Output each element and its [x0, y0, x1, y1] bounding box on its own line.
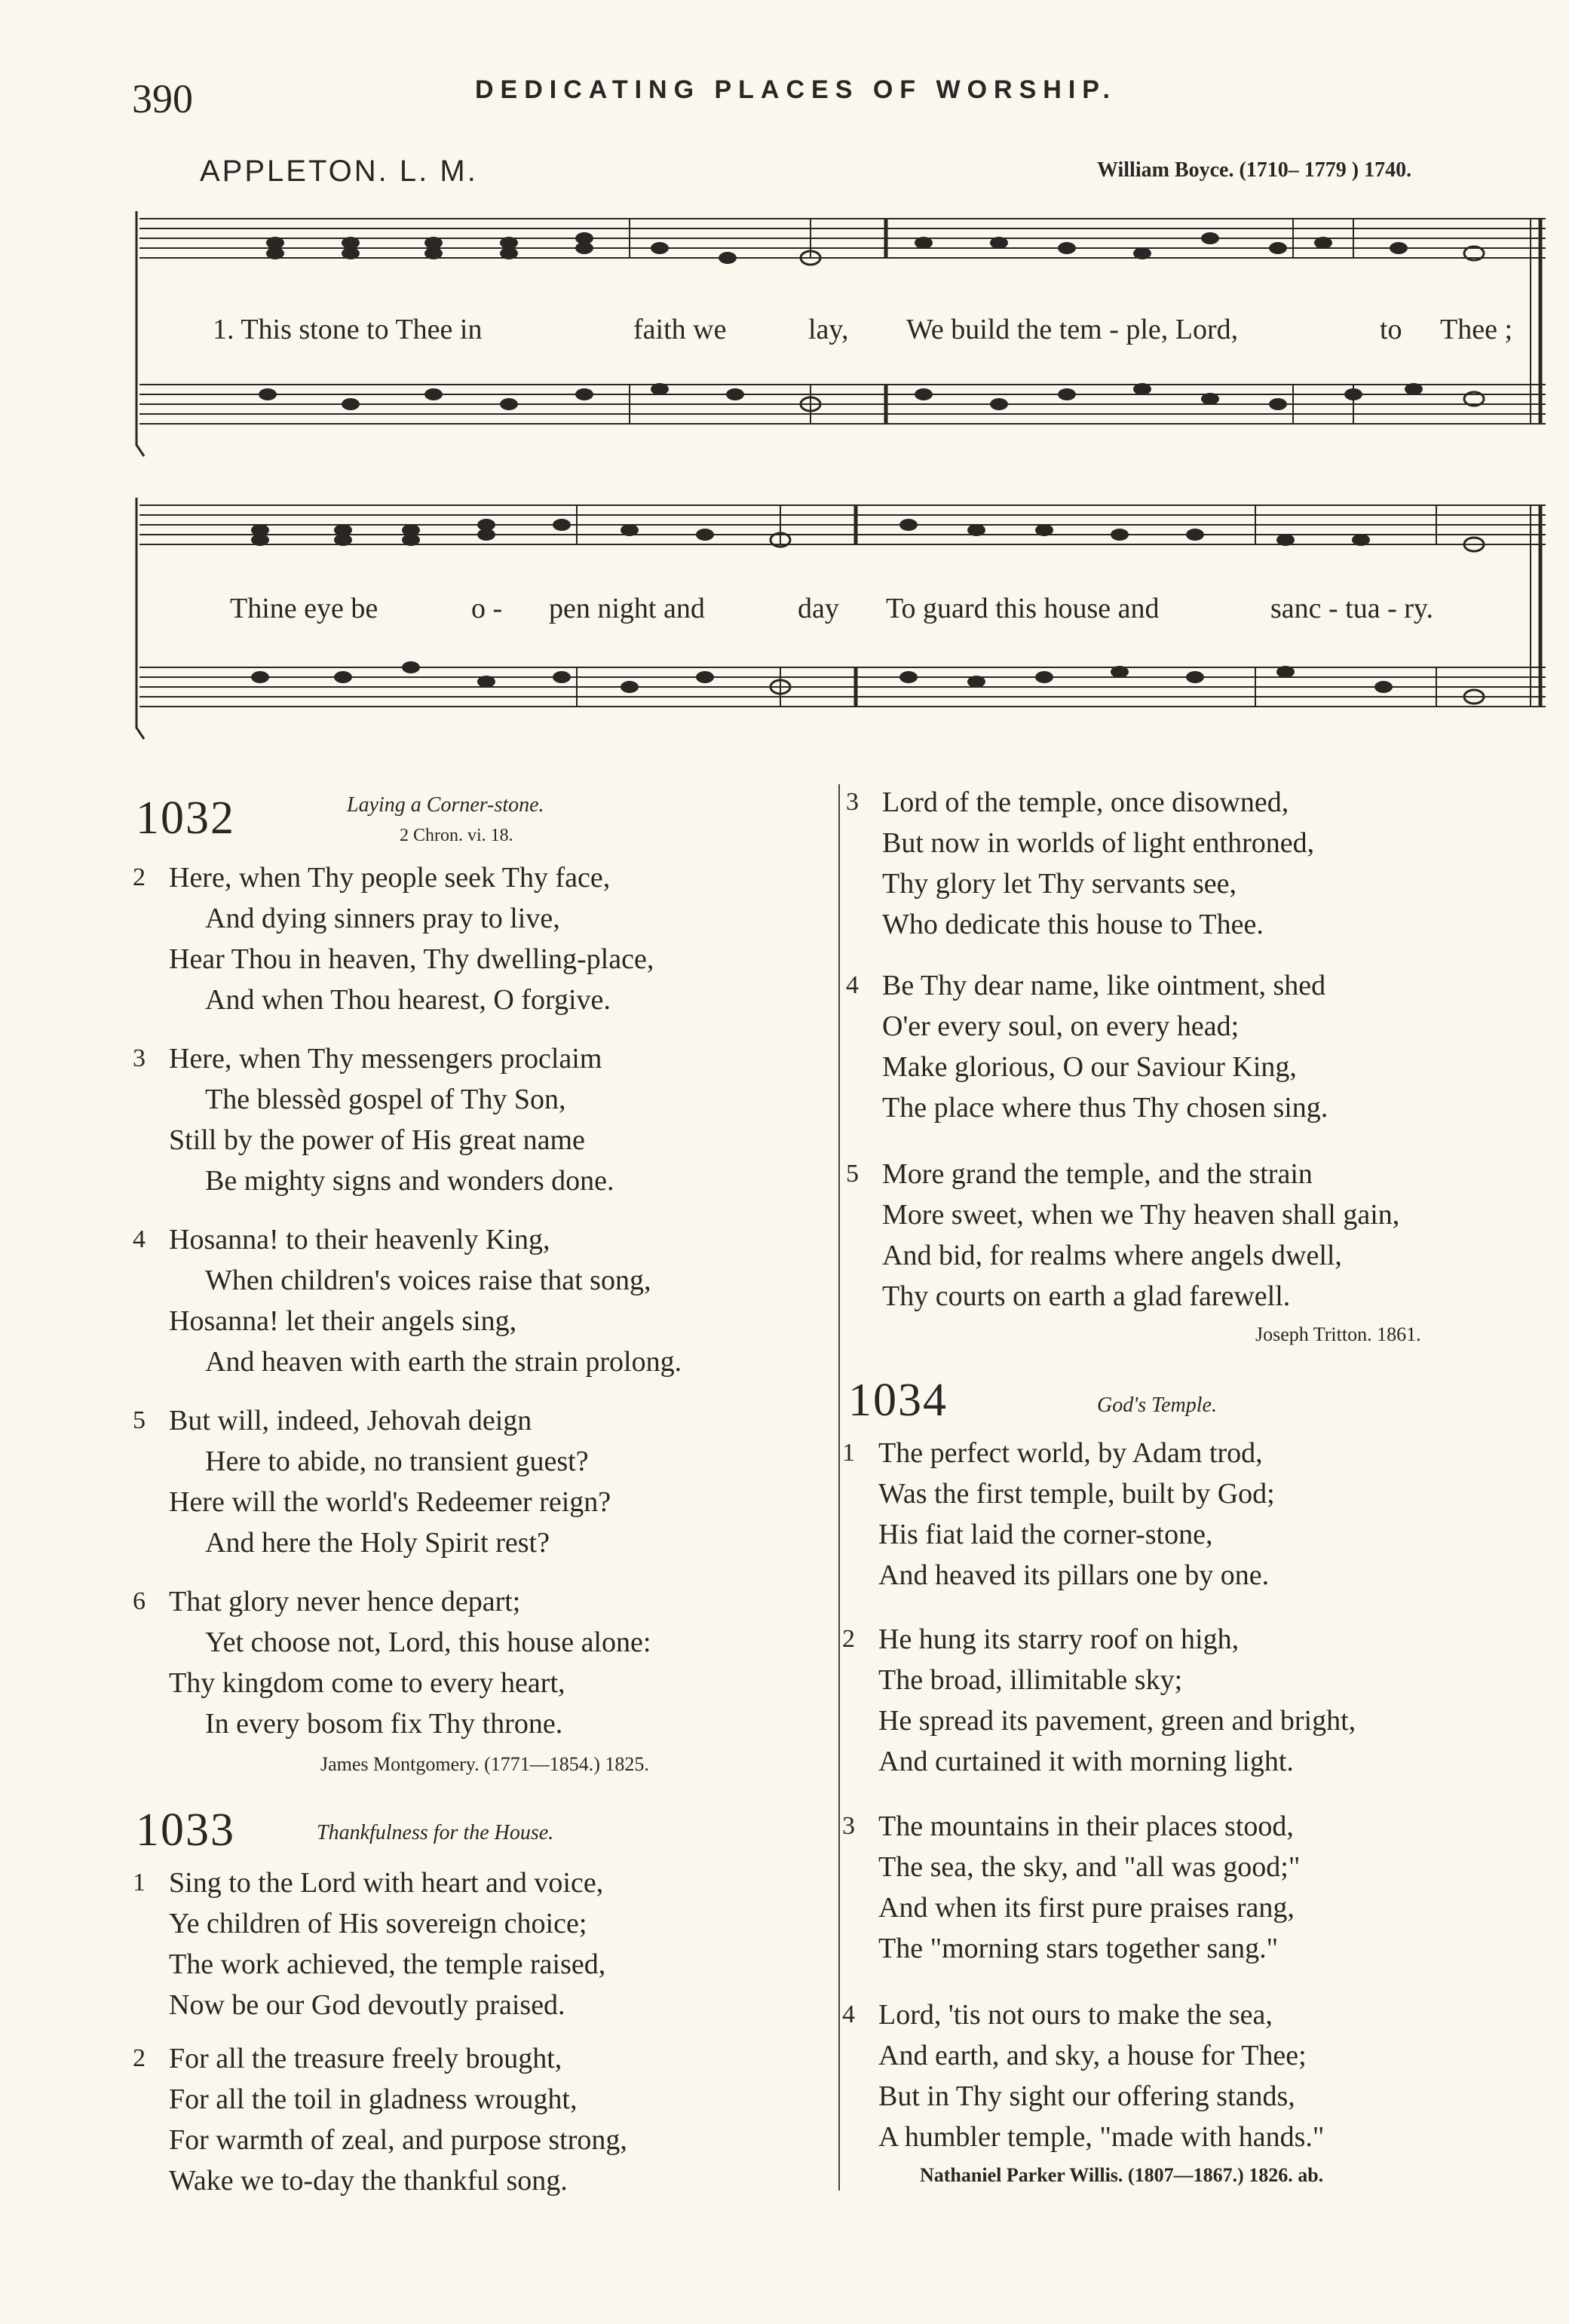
lyric-1e: to — [1380, 314, 1402, 345]
stanza-1032-2: 2 Here, when Thy people seek Thy face, And dying sinners pray to live, Hear Thou in heaven, Thy dwelling-place, And when Thou hearest, O forgive. — [133, 862, 654, 1016]
lyric-2f: sanc - tua - ry. — [1270, 593, 1433, 624]
stanza-1032-6: 6 That glory never hence depart; Yet choose not, Lord, this house alone: Thy kingdom come to every heart, In every bosom fix Thy throne. — [133, 1586, 651, 1740]
stanza-1034-4: 4 Lord, 'tis not ours to make the sea, And earth, and sky, a house for Thee; But in Thy sight our offering stands, A humbler temple, "made with hands." — [842, 1999, 1325, 2153]
stanza-1033-2: 2 For all the treasure freely brought, For all the toil in gladness wrought, For warmth of zeal, and purpose strong, Wake we to-day the thankful song. — [133, 2043, 627, 2197]
stanza-1034-3: 3 The mountains in their places stood, The sea, the sky, and "all was good;" And when its first pure praises rang, The "morning stars together sang." — [842, 1810, 1301, 1964]
scripture-reference: 2 Chron. vi. 18. — [400, 826, 513, 845]
lyric-2d: day — [798, 593, 839, 624]
tune-composer: William Boyce. (1710– 1779 ) 1740. — [1097, 158, 1412, 182]
lyric-2c: pen night and — [549, 593, 705, 624]
lyric-2e: To guard this house and — [886, 593, 1160, 624]
column-divider — [838, 784, 840, 2191]
attribution-1032: James Montgomery. (1771—1854.) 1825. — [320, 1753, 649, 1775]
stanza-1032-3: 3 Here, when Thy messengers proclaim The blessèd gospel of Thy Son, Still by the power of His great name Be mighty signs and wonders done. — [133, 1043, 614, 1197]
music-score — [132, 204, 1549, 754]
attribution-1033: Joseph Tritton. 1861. — [1255, 1323, 1421, 1345]
lyric-1d: We build the tem - ple, Lord, — [906, 314, 1239, 345]
lyric-1b: faith we — [633, 314, 727, 345]
lyric-1c: lay, — [808, 314, 849, 345]
attribution-1034: Nathaniel Parker Willis. (1807—1867.) 1826. ab. — [920, 2164, 1324, 2186]
stanza-1033-1: 1 Sing to the Lord with heart and voice, Ye children of His sovereign choice; The work achieved, the temple raised, Now be our God devoutly praised. — [133, 1867, 606, 2021]
lyric-1a: 1. This stone to Thee in — [213, 314, 483, 345]
stanza-1034-1: 1 The perfect world, by Adam trod, Was the first temple, built by God; His fiat laid the corner-stone, And heaved its pillars one by one. — [842, 1437, 1275, 1591]
stanza-1032-5: 5 But will, indeed, Jehovah deign Here to abide, no transient guest? Here will the world's Redeemer reign? And here the Holy Spirit rest? — [133, 1405, 611, 1559]
hymn-number-1032: 1032 — [136, 793, 235, 844]
lyric-1f: Thee ; — [1440, 314, 1513, 345]
stanza-1033-4: 4 Be Thy dear name, like ointment, shed O'er every soul, on every head; Make glorious, O our Saviour King, The place where thus Thy chosen sing. — [846, 970, 1328, 1124]
hymn-title-1034: God's Temple. — [1097, 1393, 1217, 1417]
tune-name: APPLETON. L. M. — [200, 155, 478, 188]
stanza-1034-2: 2 He hung its starry roof on high, The broad, illimitable sky; He spread its pavement, green and bright, And curtained it with morning light. — [842, 1623, 1356, 1777]
lyric-2b: o - — [471, 593, 503, 624]
hymn-number-1034: 1034 — [848, 1375, 948, 1426]
staff-bass-2 — [139, 667, 1546, 707]
stanza-1032-4: 4 Hosanna! to their heavenly King, When children's voices raise that song, Hosanna! let their angels sing, And heaven with earth the strain prolong. — [133, 1224, 682, 1378]
stanza-1033-3: 3 Lord of the temple, once disowned, But now in worlds of light enthroned, Thy glory let Thy servants see, Who dedicate this house to Thee. — [846, 786, 1315, 940]
hymn-number-1033: 1033 — [136, 1804, 235, 1856]
stanza-1033-5: 5 More grand the temple, and the strain More sweet, when we Thy heaven shall gain, And bid, for realms where angels dwell, Thy courts on earth a glad farewell. — [846, 1158, 1400, 1312]
page-number: 390 — [132, 76, 193, 121]
lyric-2a: Thine eye be — [230, 593, 378, 624]
running-head: DEDICATING PLACES OF WORSHIP. — [475, 75, 1117, 104]
hymn-title-1033: Thankfulness for the House. — [317, 1821, 554, 1844]
hymn-title-1032: Laying a Corner-stone. — [347, 793, 544, 817]
